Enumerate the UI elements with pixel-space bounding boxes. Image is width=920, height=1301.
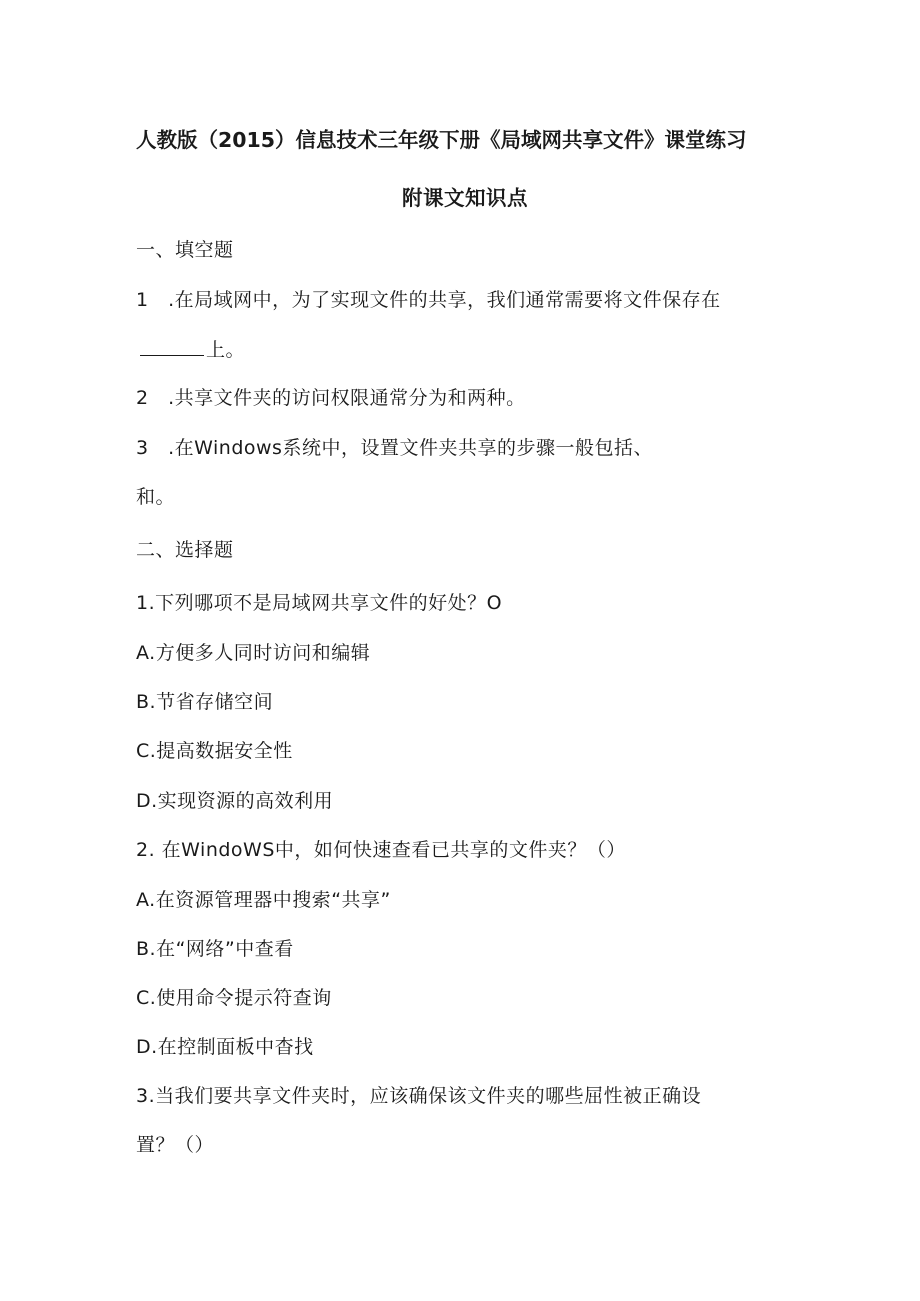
document-subtitle: 附课文知识点 (402, 186, 528, 210)
fill-blank-question-1: 1 .在局域网中，为了实现文件的共享，我们通常需要将文件保存在 (136, 289, 721, 311)
choice-q2-option-b: B.在“网络”中查看 (136, 938, 294, 960)
answer-blank (140, 337, 204, 356)
section-heading-choice: 二、选择题 (136, 539, 234, 561)
choice-q1-option-d: D.实现资源的高效利用 (136, 790, 334, 812)
choice-q1-option-c: C.提高数据安全性 (136, 740, 293, 762)
choice-q1-option-a: A.方便多人同时访问和编辑 (136, 642, 371, 664)
choice-question-3-cont: 置？（） (136, 1134, 215, 1156)
choice-question-1: 1.下列哪项不是局域网共享文件的好处？O (136, 592, 503, 614)
document-title: 人教版（2015）信息技术三年级下册《局域网共享文件》课堂练习 (136, 128, 747, 152)
choice-q2-option-c: C.使用命令提示符查询 (136, 987, 332, 1009)
fill-blank-question-1-cont (140, 337, 245, 362)
fill-blank-question-2: 2 .共享文件夹的访问权限通常分为和两种。 (136, 387, 526, 409)
choice-question-2: 2. 在WindoWS中，如何快速查看已共享的文件夹？（） (136, 839, 626, 861)
choice-q1-option-b: B.节省存储空间 (136, 691, 274, 713)
choice-q2-option-d: D.在控制面板中杳找 (136, 1036, 314, 1058)
choice-question-3: 3.当我们要共享文件夹时，应该确保该文件夹的哪些屈性被正确设 (136, 1085, 702, 1107)
choice-q2-option-a: A.在资源管理器中搜索“共享” (136, 889, 391, 911)
fill-blank-question-3: 3 .在Windows系统中，设置文件夹共享的步骤一般包括、 (136, 437, 653, 459)
fill-blank-question-1-suffix: 上。 (206, 339, 246, 361)
fill-blank-question-3-cont: 和。 (136, 486, 176, 508)
section-heading-fill-blank: 一、填空题 (136, 239, 234, 261)
